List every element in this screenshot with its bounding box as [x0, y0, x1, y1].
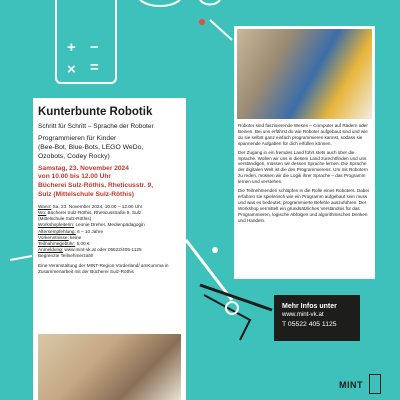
info-website-link[interactable]: www.mint-vk.at [282, 311, 324, 318]
registration-link[interactable]: www.mint-vk.at oder 05522/405-1125 [63, 247, 142, 253]
workshop-photo [38, 334, 181, 400]
description-text: Roboter sind faszinierende Wesen – Computer auf Rädern oder Beinen. Bei uns erfährst du wie Roboter aufgebaut sind und wie du sie selbst ganz einfach programmieren kannst, sodass sie spannende Aufgaben für dich erfüllen können. Der Zugang in ein fremdes Land führt stets auch über die Sprache. Wollen wir uns in diesem Land zurechtfinden und uns verständigen, müssen wir dessen Sprache lernen. Die Sprache der digitalen Welt ist die des Programmierens. Um mit Robotern zu reden, müssen wir die Logik ihrer Sprache – das Programm lernen und verstehen. Die Teilnehmenden schlüpfen in die Rolle eines Roboters. Dabei erfahren sie spielerisch wie ein Programm aufgebaut sein muss und was es bedeutet, programmierte Befehle auszuführen. Der Workshop vermittelt ein grundsätzliches Verständnis für das Programmieren, logische Abfolgen und algorithmisches Denken und Handeln. [238, 123, 369, 223]
kids-robot-photo [237, 29, 372, 119]
description-card [234, 26, 375, 279]
event-details: Wann: Sa, 23. November 2024, 10.00 – 12.00 Uhr Wo: Bücherei Sulz-Röthis, Rheticusstraße 9, Sulz (Mittelschule Sulz-Röthis) Workshopleiterin: Leonie Dreher, Medienpädagogin Altersempfehlung: 6 – 10 Jahre Vorkenntnisse: keine Teilnahmegebühr: 5,00 € Anmeldung: www.mint-vk.at oder 05522/405-1125 Begrenzte Teilnehmerzahl! [38, 203, 145, 259]
event-date-location: Samstag, 23. November 2024 von 10.00 bis 12.00 Uhr Bücherei Sulz-Röthis, Rheticusstr. 9, Sulz (Mittelschule Sulz-Röthis) [38, 164, 154, 198]
logo-mark-icon [369, 374, 381, 394]
organizer-note: Eine Veranstaltung der MINT-Region Vorderland/ amKumma in Zusammenarbeit mit der Bücherei Sulz-Röthis [38, 262, 169, 274]
info-phone: T 05522 405 1125 [282, 320, 337, 328]
event-title: Kunterbunte Robotik [38, 106, 153, 118]
program-description: Programmieren für Kinder (Bee-Bot, Blue-Bots, LEGO WeDo, Ozobots, Codey Rocky) [38, 135, 144, 161]
event-card [33, 98, 186, 400]
mint-logo: MINT [339, 372, 385, 396]
event-subtitle: Schritt für Schritt – Sprache der Roboter [38, 123, 154, 130]
info-heading: Mehr Infos unter [282, 303, 337, 310]
info-box [274, 295, 360, 341]
calculator-icon: + − × = [55, 0, 117, 84]
